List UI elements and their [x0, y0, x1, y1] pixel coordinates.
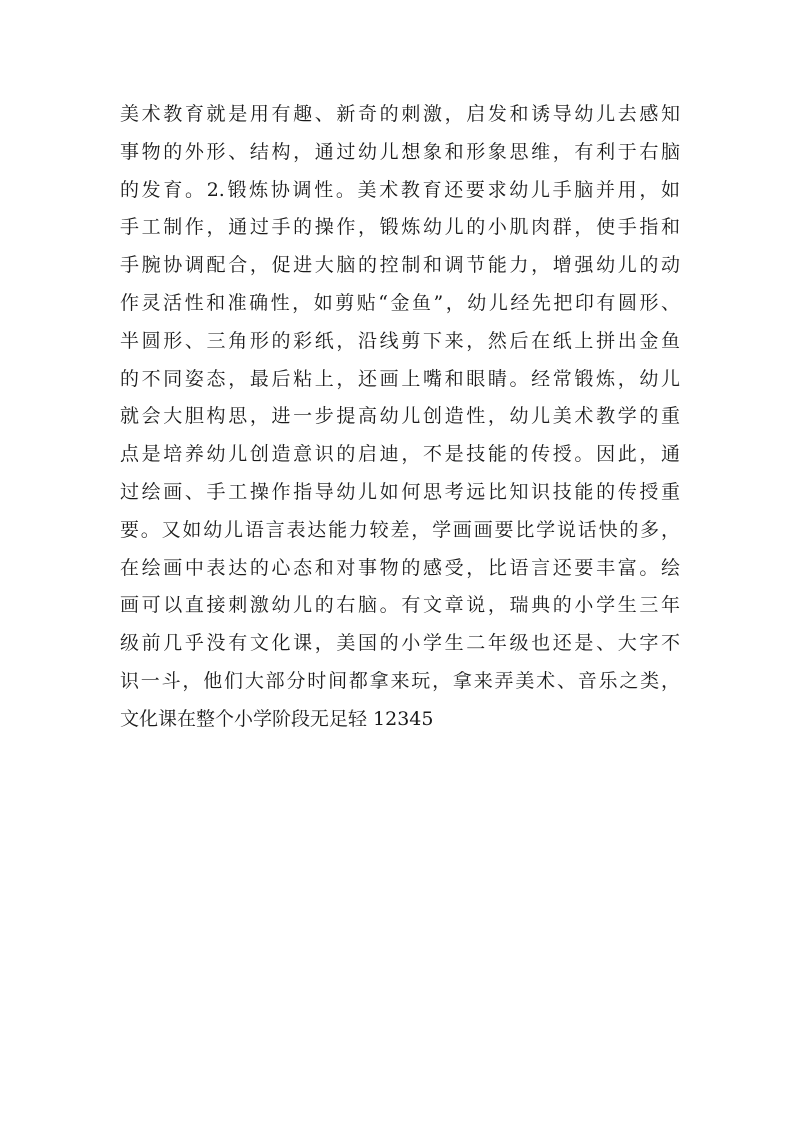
- text-line: 事物的外形、结构，通过幼儿想象和形象思维，有利于右脑: [120, 140, 680, 163]
- text-line: 级前几乎没有文化课，美国的小学生二年级也还是、大字不: [120, 632, 680, 655]
- text-line: 美术教育就是用有趣、新奇的刺激，启发和诱导幼儿去感知: [120, 103, 680, 125]
- text-line-last: 文化课在整个小学阶段无足轻 12345: [120, 707, 434, 730]
- body-paragraph: [120, 96, 680, 739]
- text-line: 点是培养幼儿创造意识的启迪，不是技能的传授。因此，通: [120, 443, 680, 466]
- text-line: 的发育。2.锻炼协调性。美术教育还要求幼儿手脑并用，如: [120, 178, 680, 201]
- text-line: 画可以直接刺激幼儿的右脑。有文章说，瑞典的小学生三年: [120, 594, 680, 617]
- text-line: 过绘画、手工操作指导幼儿如何思考远比知识技能的传授重: [120, 480, 680, 503]
- text-line: 作灵活性和准确性，如剪贴“金鱼”，幼儿经先把印有圆形、: [120, 291, 680, 314]
- text-line: 在绘画中表达的心态和对事物的感受，比语言还要丰富。绘: [120, 556, 680, 579]
- text-line: 要。又如幼儿语言表达能力较差，学画画要比学说话快的多，: [120, 518, 680, 541]
- text-line: 半圆形、三角形的彩纸，沿线剪下来，然后在纸上拼出金鱼: [120, 329, 680, 352]
- text-line: 的不同姿态，最后粘上，还画上嘴和眼睛。经常锻炼，幼儿: [120, 367, 680, 390]
- text-line: 手工制作，通过手的操作，锻炼幼儿的小肌肉群，使手指和: [120, 216, 680, 239]
- text-line: 就会大胆构思，进一步提高幼儿创造性，幼儿美术教学的重: [120, 405, 680, 428]
- text-line: 识一斗，他们大部分时间都拿来玩，拿来弄美术、音乐之类，: [120, 669, 680, 692]
- text-line: 手腕协调配合，促进大脑的控制和调节能力，增强幼儿的动: [120, 254, 680, 277]
